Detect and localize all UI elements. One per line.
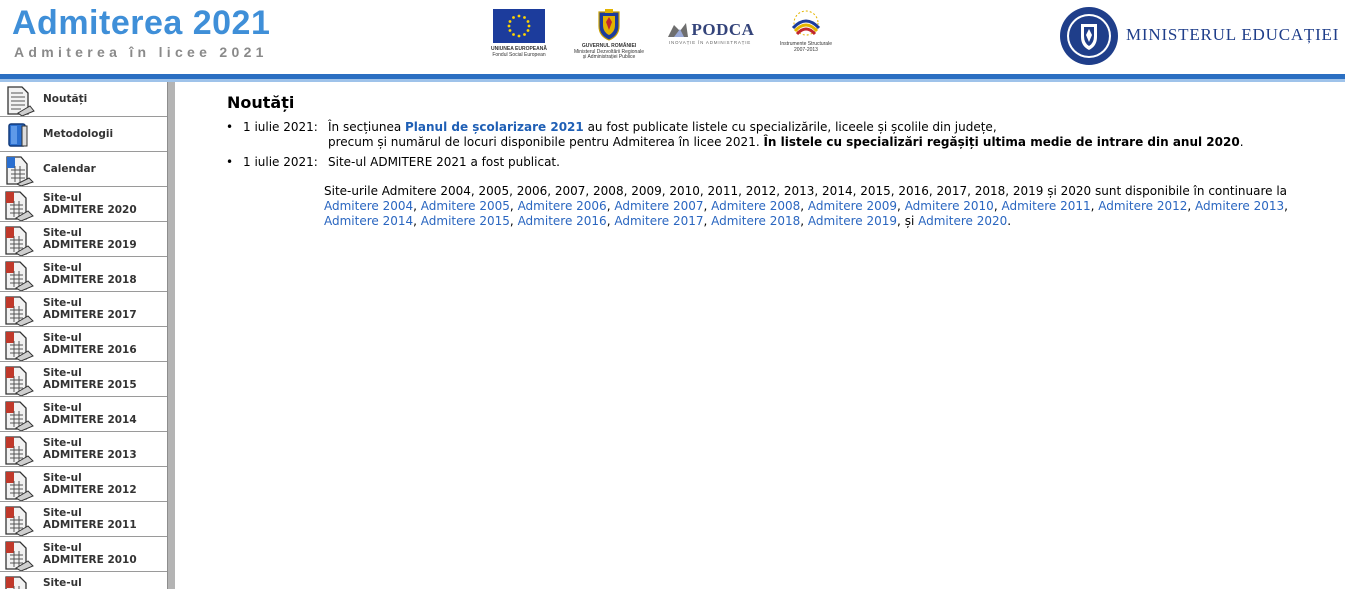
archive-doc-icon — [3, 469, 35, 501]
site-subtitle: Admiterea în licee 2021 — [14, 44, 268, 60]
sidebar-item-admitere-2015[interactable] — [0, 362, 167, 397]
news-text: În secțiunea Planul de școlarizare 2021 au fost publicate listele cu specializările, liceele și școlile din județe, precum și numărul de locuri disponibile pentru Admiterea în licee 2021. În listele cu specializări regășiți ultima medie de intrare din anul 2020. — [328, 120, 1244, 149]
sidebar-item-label: Site-ul ADMITERE 2020 — [43, 192, 137, 216]
archive-link[interactable]: Admitere 2020 — [918, 214, 1008, 228]
sidebar-item-label: Metodologii — [43, 128, 114, 140]
ministry-name[interactable]: MINISTERUL EDUCAȚIEI — [1126, 25, 1340, 44]
bullet: • — [226, 155, 234, 169]
archive-link[interactable]: Admitere 2010 — [904, 199, 994, 213]
news-date: 1 iulie 2021: — [243, 155, 318, 169]
sidebar-item-label: Site-ul ADMITERE 2013 — [43, 437, 137, 461]
archive-doc-icon — [3, 399, 35, 431]
sidebar-item-admitere-2013[interactable] — [0, 432, 167, 467]
sidebar-item-admitere-2019[interactable] — [0, 222, 167, 257]
podca-mark-icon — [666, 21, 690, 39]
news-list — [226, 120, 1244, 175]
sidebar-item-noutăți[interactable] — [0, 82, 167, 117]
sidebar-item-label: Site-ul ADMITERE 2014 — [43, 402, 137, 426]
gov-logo: GUVERNUL ROMÂNIEI Ministerul Dezvoltării Regionale și Administrației Publice — [570, 8, 648, 61]
is-star-icon — [787, 8, 825, 42]
sidebar-item-admitere-2017[interactable] — [0, 292, 167, 327]
sidebar-item-label: Site-ul ADMITERE 2018 — [43, 262, 137, 286]
archive-link[interactable]: Admitere 2015 — [420, 214, 510, 228]
sidebar-item-label: Calendar — [43, 163, 96, 175]
archive-paragraph — [324, 184, 1324, 229]
sidebar-item-label: Site-ul ADMITERE 2010 — [43, 542, 137, 566]
planul-scolarizare-link[interactable]: Planul de școlarizare 2021 — [405, 120, 584, 134]
sidebar-item-site-ul[interactable] — [0, 572, 167, 589]
archive-doc-icon — [3, 329, 35, 361]
ministry-seal-icon[interactable] — [1059, 6, 1119, 66]
sidebar-item-admitere-2012[interactable] — [0, 467, 167, 502]
coat-of-arms-icon — [595, 8, 623, 42]
page-title: Noutăți — [227, 93, 295, 112]
archive-link[interactable]: Admitere 2018 — [711, 214, 801, 228]
archive-link[interactable]: Admitere 2005 — [420, 199, 510, 213]
archive-link[interactable]: Admitere 2009 — [807, 199, 898, 213]
eu-flag-icon — [493, 9, 545, 43]
archive-link[interactable]: Admitere 2019 — [807, 214, 898, 228]
sidebar-item-label: Site-ul ADMITERE 2016 — [43, 332, 137, 356]
archive-doc-icon — [3, 364, 35, 396]
main-content — [176, 82, 1345, 589]
sidebar-item-label: Site-ul ADMITERE 2019 — [43, 227, 137, 251]
calendar-icon — [3, 154, 35, 186]
archive-link[interactable]: Admitere 2016 — [517, 214, 607, 228]
news-item — [226, 155, 1244, 170]
sidebar — [0, 82, 167, 589]
archive-doc-icon — [3, 504, 35, 536]
archive-doc-icon — [3, 189, 35, 221]
archive-link[interactable]: Admitere 2008 — [711, 199, 801, 213]
archive-doc-icon — [3, 539, 35, 571]
sidebar-item-label: Site-ul ADMITERE 2012 — [43, 472, 137, 496]
eu-logo: UNIUNEA EUROPEANĂ Fondul Social European — [491, 9, 547, 58]
news-text: Site-ul ADMITERE 2021 a fost publicat. — [328, 155, 560, 169]
news-item — [226, 120, 1244, 150]
sidebar-item-metodologii[interactable] — [0, 117, 167, 152]
archive-links: Admitere 2004, Admitere 2005, Admitere 2006, Admitere 2007, Admitere 2008, Admitere 2009, Admitere 2010, Admitere 2011, Admitere 2012, Admitere 2013, Admitere 2014, Admitere 2015, Admitere 2016, Admitere 2017, Admitere 2018, Admitere 2019, și Admitere 2020. — [324, 199, 1288, 228]
archive-doc-icon — [3, 224, 35, 256]
sidebar-item-label: Noutăți — [43, 93, 88, 105]
archive-link[interactable]: Admitere 2017 — [614, 214, 704, 228]
sidebar-item-admitere-2018[interactable] — [0, 257, 167, 292]
instrumente-structurale-logo: Instrumente Structurale 2007-2013 — [778, 8, 834, 53]
sidebar-item-label: Site-ul ADMITERE 2017 — [43, 297, 137, 321]
archive-link[interactable]: Admitere 2012 — [1098, 199, 1188, 213]
archive-link[interactable]: Admitere 2006 — [517, 199, 607, 213]
archive-intro: Site-urile Admitere 2004, 2005, 2006, 2007, 2008, 2009, 2010, 2011, 2012, 2013, 2014, 2015, 2016, 2017, 2018, 2019 și 2020 sunt disponibile în continuare la — [324, 184, 1288, 198]
podca-logo: PODCA INOVAȚIE ÎN ADMINISTRAȚIE — [664, 20, 756, 45]
header — [0, 0, 1345, 76]
archive-link[interactable]: Admitere 2007 — [614, 199, 704, 213]
archive-link[interactable]: Admitere 2013 — [1195, 199, 1285, 213]
sidebar-item-admitere-2020[interactable] — [0, 187, 167, 222]
archive-link[interactable]: Admitere 2011 — [1001, 199, 1091, 213]
sidebar-item-label: Site-ul — [43, 577, 82, 589]
sidebar-item-admitere-2011[interactable] — [0, 502, 167, 537]
archive-link[interactable]: Admitere 2014 — [324, 214, 414, 228]
site-title[interactable]: Admiterea 2021 — [12, 4, 271, 42]
sidebar-item-admitere-2016[interactable] — [0, 327, 167, 362]
archive-doc-icon — [3, 259, 35, 291]
news-date: 1 iulie 2021: — [243, 120, 318, 134]
document-icon — [3, 84, 35, 116]
sidebar-item-label: Site-ul ADMITERE 2011 — [43, 507, 137, 531]
sidebar-item-calendar[interactable] — [0, 152, 167, 187]
archive-link[interactable]: Admitere 2004 — [324, 199, 414, 213]
archive-doc-icon — [3, 434, 35, 466]
sidebar-item-label: Site-ul ADMITERE 2015 — [43, 367, 137, 391]
archive-doc-icon — [3, 574, 35, 589]
book-icon — [3, 119, 35, 151]
archive-doc-icon — [3, 294, 35, 326]
sidebar-scroll-border — [167, 82, 175, 589]
bullet: • — [226, 120, 234, 134]
sidebar-item-admitere-2010[interactable] — [0, 537, 167, 572]
sidebar-item-admitere-2014[interactable] — [0, 397, 167, 432]
